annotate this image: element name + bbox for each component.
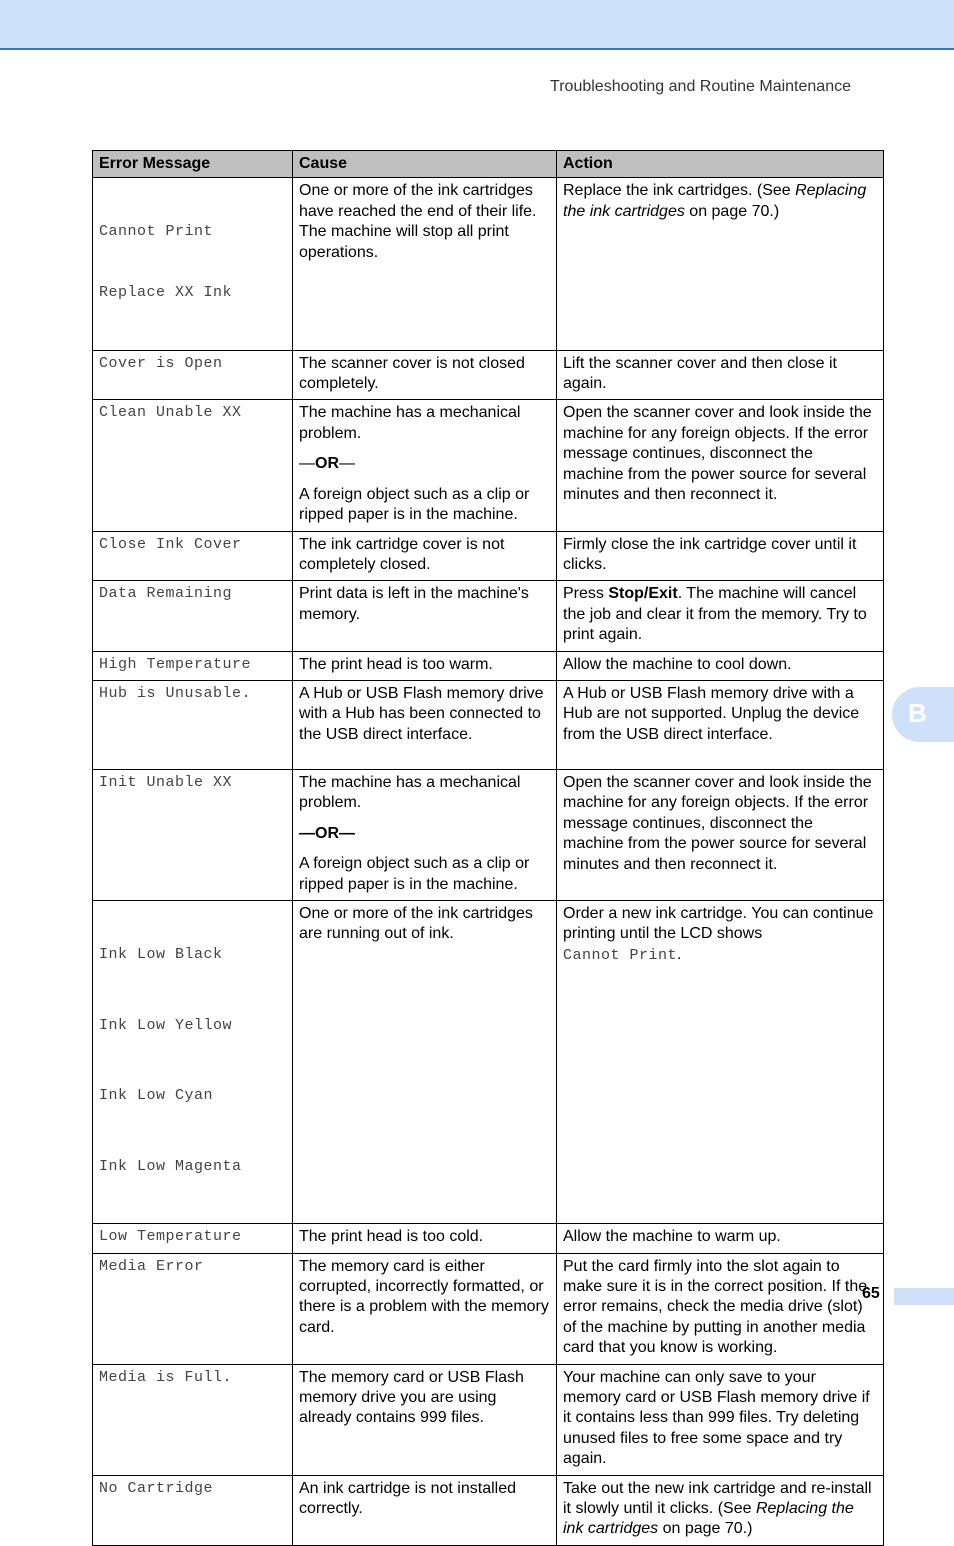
- action-text: Replace the ink cartridges. (See: [563, 182, 796, 200]
- action-cell: [557, 1475, 884, 1545]
- cause-cell: [293, 769, 557, 900]
- cause-cell: The print head is too warm.: [293, 651, 557, 680]
- action-text: on page 70.): [684, 202, 780, 220]
- error-message-line: Ink Low Magenta: [99, 1157, 242, 1175]
- cause-cell: The memory card or USB Flash memory drive you are using already contains 999 files.: [293, 1364, 557, 1475]
- page-number-bar: [894, 1288, 954, 1305]
- header-cause: Cause: [293, 151, 557, 178]
- cause-cell: One or more of the ink cartridges have reached the end of their life. The machine will stop all print operations.: [293, 178, 557, 350]
- action-text: Press: [563, 585, 609, 603]
- section-tab-letter: B: [908, 698, 927, 728]
- error-message-line: Init Unable XX: [99, 773, 233, 791]
- error-message-cell: [93, 1253, 293, 1364]
- action-cell: Open the scanner cover and look inside the machine for any foreign objects. If the error message continues, disconnect the machine from the power source for several minutes and then reconnect it.: [557, 769, 884, 900]
- cause-cell: The ink cartridge cover is not completely closed.: [293, 531, 557, 581]
- table-row: [93, 1364, 884, 1475]
- action-text: Take out the new ink cartridge and re-install it slowly until it clicks. (See: [563, 1479, 872, 1518]
- table-row: [93, 1475, 884, 1545]
- stop-exit-key-label: Stop/Exit: [608, 585, 678, 603]
- action-text: on page 70.): [658, 1520, 753, 1538]
- header-error-message: Error Message: [93, 151, 293, 178]
- table-row: [93, 178, 884, 350]
- error-message-line: Media is Full.: [99, 1368, 233, 1386]
- error-message-cell: [93, 178, 293, 350]
- action-cell: Allow the machine to warm up.: [557, 1224, 884, 1253]
- or-separator: —OR—: [299, 824, 355, 842]
- cause-text: The machine has a mechanical problem.: [299, 404, 521, 442]
- error-message-cell: [93, 651, 293, 680]
- action-cell: Open the scanner cover and look inside the machine for any foreign objects. If the error message continues, disconnect the machine from the power source for several minutes and then reconnect it.: [557, 400, 884, 531]
- action-cell: Lift the scanner cover and then close it again.: [557, 350, 884, 400]
- error-message-cell: [93, 581, 293, 651]
- table-row: [93, 350, 884, 400]
- header-action: Action: [557, 151, 884, 178]
- action-cell: Allow the machine to cool down.: [557, 651, 884, 680]
- error-message-line: Cover is Open: [99, 354, 223, 372]
- error-message-cell: [93, 531, 293, 581]
- error-message-cell: [93, 1224, 293, 1253]
- table-row: [93, 900, 884, 1223]
- table-row: [93, 581, 884, 651]
- table-row: [93, 400, 884, 531]
- page-number: 65: [862, 1285, 880, 1302]
- section-tab: [892, 687, 954, 742]
- table-row: [93, 1253, 884, 1364]
- error-message-line: Ink Low Yellow: [99, 1016, 233, 1034]
- cause-cell: [293, 400, 557, 531]
- error-message-line: Data Remaining: [99, 585, 233, 603]
- error-message-line: Clean Unable XX: [99, 404, 242, 422]
- cause-cell: Print data is left in the machine's memory.: [293, 581, 557, 651]
- error-message-cell: [93, 1364, 293, 1475]
- error-message-line: Replace XX Ink: [99, 284, 233, 302]
- action-text: .: [677, 945, 682, 963]
- action-cell: Put the card firmly into the slot again to make sure it is in the correct position. If the error remains, check the media drive (slot) of the machine by putting in another media card that you know is working.: [557, 1253, 884, 1364]
- cross-reference: Replacing the ink cartridges: [563, 1500, 854, 1538]
- cause-cell: The scanner cover is not closed completely.: [293, 350, 557, 400]
- error-message-line: Ink Low Black: [99, 945, 223, 963]
- error-message-cell: [93, 900, 293, 1223]
- cause-cell: The memory card is either corrupted, incorrectly formatted, or there is a problem with the memory card.: [293, 1253, 557, 1364]
- table-row: [93, 680, 884, 769]
- table-row: [93, 651, 884, 680]
- action-text: Order a new ink cartridge. You can continue printing until the LCD shows: [563, 904, 874, 943]
- action-cell: [557, 900, 884, 1223]
- error-message-line: Low Temperature: [99, 1228, 242, 1246]
- action-cell: [557, 581, 884, 651]
- error-message-cell: [93, 350, 293, 400]
- table-header-row: [93, 151, 884, 178]
- error-message-line: Ink Low Cyan: [99, 1087, 214, 1105]
- cause-cell: The print head is too cold.: [293, 1224, 557, 1253]
- cause-alt-text: A foreign object such as a clip or ripped paper is in the machine.: [299, 855, 530, 893]
- table-row: [93, 1224, 884, 1253]
- cause-cell: One or more of the ink cartridges are running out of ink.: [293, 900, 557, 1223]
- error-message-line: Hub is Unusable.: [99, 684, 252, 702]
- cause-cell: A Hub or USB Flash memory drive with a Hub has been connected to the USB direct interface.: [293, 680, 557, 769]
- error-message-table: [92, 150, 884, 1546]
- cross-reference: Replacing the ink cartridges: [563, 182, 867, 220]
- action-cell: Firmly close the ink cartridge cover until it clicks.: [557, 531, 884, 581]
- action-cell: [557, 178, 884, 350]
- table-row: [93, 769, 884, 900]
- action-text: . The machine will cancel the job and clear it from the memory. Try to print again.: [563, 585, 867, 644]
- running-header: Troubleshooting and Routine Maintenance: [550, 78, 851, 95]
- or-separator: —OR—: [299, 455, 355, 473]
- top-banner: [0, 0, 954, 50]
- error-message-cell: [93, 400, 293, 531]
- error-message-line: Close Ink Cover: [99, 535, 242, 553]
- error-message-line: High Temperature: [99, 655, 252, 673]
- cause-cell: An ink cartridge is not installed correctly.: [293, 1475, 557, 1545]
- error-message-cell: [93, 769, 293, 900]
- action-cell: Your machine can only save to your memory card or USB Flash memory drive if it contains less than 999 files. Try deleting unused files to free some space and try again.: [557, 1364, 884, 1475]
- lcd-message: Cannot Print: [563, 946, 678, 964]
- error-message-cell: [93, 680, 293, 769]
- error-message-line: Cannot Print: [99, 223, 214, 241]
- cause-alt-text: A foreign object such as a clip or ripped paper is in the machine.: [299, 485, 530, 524]
- error-message-line: No Cartridge: [99, 1479, 214, 1497]
- action-cell: A Hub or USB Flash memory drive with a Hub are not supported. Unplug the device from the USB direct interface.: [557, 680, 884, 769]
- cause-text: The machine has a mechanical problem.: [299, 773, 521, 812]
- table-row: [93, 531, 884, 581]
- error-message-line: Media Error: [99, 1257, 204, 1275]
- error-message-cell: [93, 1475, 293, 1545]
